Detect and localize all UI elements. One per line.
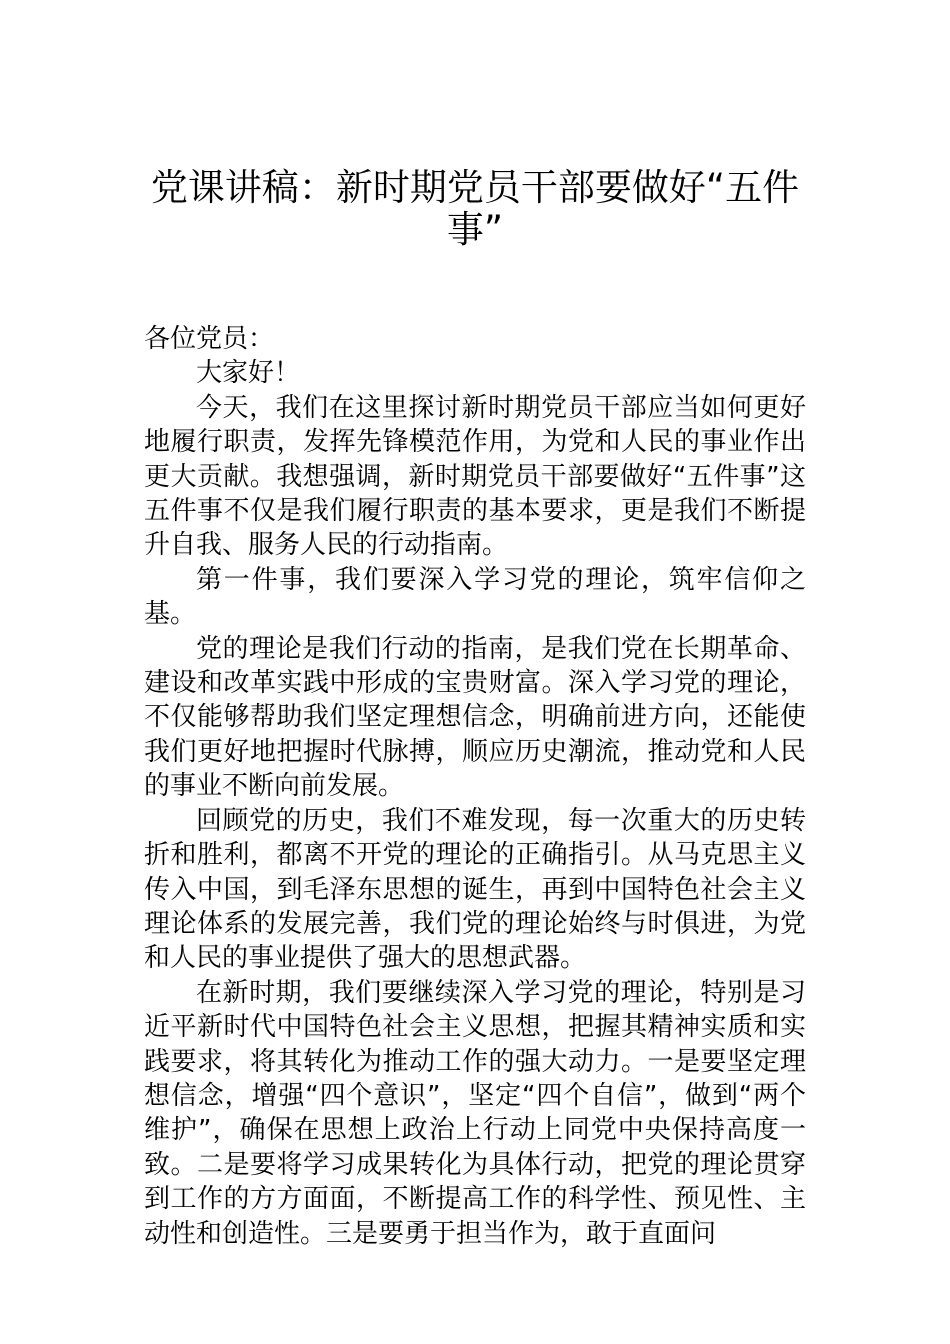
salutation: 各位党员： xyxy=(144,324,275,354)
paragraph-intro: 今天，我们在这里探讨新时期党员干部应当如何更好地履行职责，发挥先锋模范作用，为党和人民的事业作出更大贡献。我想强调，新时期党员干部要做好“五件事”这五件事不仅是我们履行职责的基本要求，更是我们不断提升自我、服务人民的行动指南。 xyxy=(144,392,806,561)
document-title-line-1: 党课讲稿：新时期党员干部要做好“五件 xyxy=(150,166,800,209)
paragraph-theory-guide: 党的理论是我们行动的指南，是我们党在长期革命、建设和改革实践中形成的宝贵财富。深入学习党的理论，不仅能够帮助我们坚定理想信念，明确前进方向，还能使我们更好地把握时代脉搏，顺应历史潮流，推动党和人民的事业不断向前发展。 xyxy=(144,633,806,802)
paragraph-new-era: 在新时期，我们要继续深入学习党的理论，特别是习近平新时代中国特色社会主义思想，把握其精神实质和实践要求，将其转化为推动工作的强大动力。一是要坚定理想信念，增强“四个意识”，坚定“四个自信”，做到“两个维护”，确保在思想上政治上行动上同党中央保持高度一致。二是要将学习成果转化为具体行动，把党的理论贯穿到工作的方方面面，不断提高工作的科学性、预见性、主动性和创造性。三是要勇于担当作为，敢于直面问 xyxy=(144,977,806,1249)
document-title-line-2: 事” xyxy=(446,208,504,251)
paragraph-greeting: 大家好！ xyxy=(196,358,301,389)
paragraph-first-item-heading: 第一件事，我们要深入学习党的理论，筑牢信仰之基。 xyxy=(144,564,806,630)
document-body xyxy=(144,322,806,1251)
paragraph-history-review: 回顾党的历史，我们不难发现，每一次重大的历史转折和胜利，都离不开党的理论的正确指引。从马克思主义传入中国，到毛泽东思想的诞生，再到中国特色社会主义理论体系的发展完善，我们党的理论始终与时俱进，为党和人民的事业提供了强大的思想武器。 xyxy=(144,805,806,974)
